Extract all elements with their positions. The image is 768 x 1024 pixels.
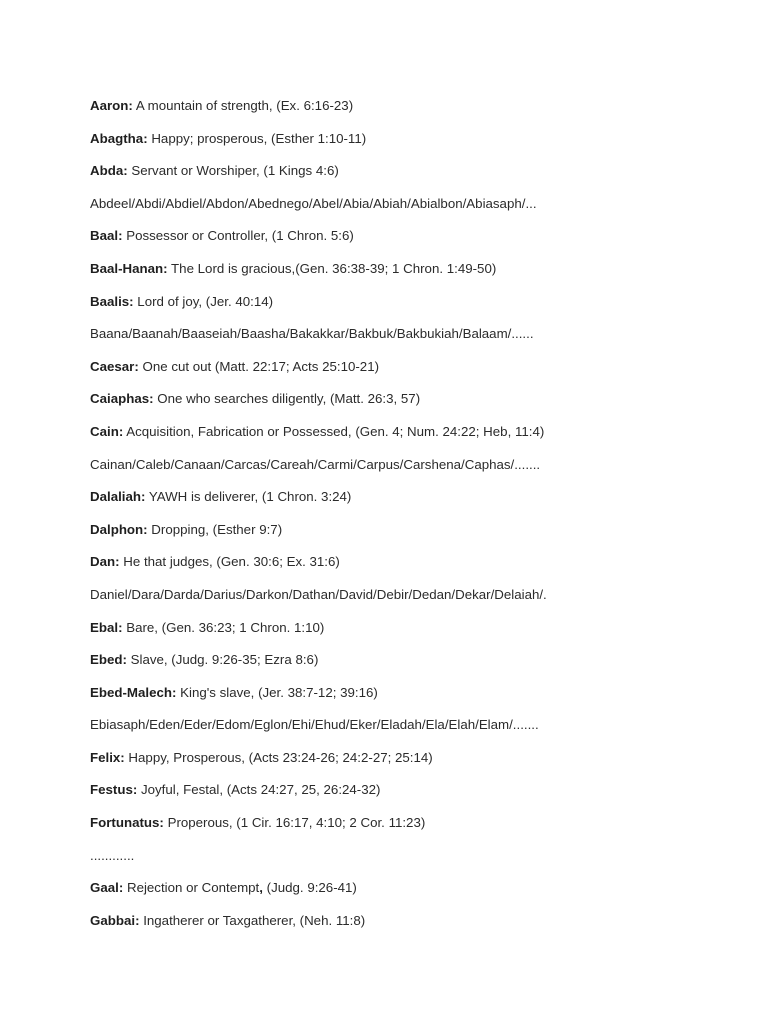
entry-term: Ebal: — [90, 619, 123, 635]
list-item — [90, 683, 750, 716]
list-item — [90, 422, 750, 455]
entry-term: Abda: — [90, 163, 128, 179]
entry-term: Ebed-Malech: — [90, 684, 177, 700]
entry-text: He that judges, (Gen. 30:6; Ex. 31:6) — [119, 554, 340, 570]
list-item — [90, 618, 750, 651]
entry-term: Felix: — [90, 749, 125, 765]
entry-term: Dalphon: — [90, 521, 148, 537]
list-item — [90, 129, 750, 162]
entry-text: The Lord is gracious,(Gen. 36:38-39; 1 Chron. 1:49-50) — [167, 260, 497, 276]
entry-term: Caesar: — [90, 358, 139, 374]
entry-text: Rejection or Contempt — [123, 880, 260, 896]
entry-text: Acquisition, Fabrication or Possessed, (Gen. 4; Num. 24:22; Heb, 11:4) — [123, 423, 545, 439]
entry-text: Servant or Worshiper, (1 Kings 4:6) — [127, 163, 339, 179]
entry-text: One cut out (Matt. 22:17; Acts 25:10-21) — [138, 358, 380, 374]
entry-text: YAWH is deliverer, (1 Chron. 3:24) — [145, 489, 352, 505]
list-item — [90, 520, 750, 553]
list-item — [90, 715, 750, 748]
entry-separator: , — [259, 880, 263, 896]
list-item — [90, 259, 750, 292]
list-item — [90, 552, 750, 585]
entry-text: Bare, (Gen. 36:23; 1 Chron. 1:10) — [122, 619, 325, 635]
list-item — [90, 194, 750, 227]
name-meaning-list — [90, 96, 750, 943]
entry-text: A mountain of strength, (Ex. 6:16-23) — [132, 98, 354, 113]
entry-text: Joyful, Festal, (Acts 24:27, 25, 26:24-32) — [137, 782, 381, 798]
entry-term: Fortunatus: — [90, 815, 164, 831]
list-item — [90, 911, 750, 944]
list-item — [90, 813, 750, 846]
entry-term: Festus: — [90, 782, 138, 798]
entry-text: Baana/Baanah/Baaseiah/Baasha/Bakakkar/Bakbuk/Bakbukiah/Balaam/...... — [90, 326, 534, 342]
list-item — [90, 878, 750, 911]
list-item — [90, 455, 750, 488]
entry-text: Dropping, (Esther 9:7) — [147, 521, 283, 537]
entry-text: Abdeel/Abdi/Abdiel/Abdon/Abednego/Abel/Abia/Abiah/Abialbon/Abiasaph/... — [90, 195, 537, 211]
list-item — [90, 487, 750, 520]
entry-reference: (Judg. 9:26-41) — [262, 880, 357, 896]
entry-text: Ingatherer or Taxgatherer, (Neh. 11:8) — [139, 912, 366, 928]
entry-text: Slave, (Judg. 9:26-35; Ezra 8:6) — [126, 652, 319, 668]
list-item — [90, 780, 750, 813]
entry-term: Aaron: — [90, 98, 133, 113]
list-item — [90, 292, 750, 325]
list-item — [90, 324, 750, 357]
entry-term: Abagtha: — [90, 130, 148, 146]
list-item — [90, 585, 750, 618]
entry-text: ............ — [90, 847, 135, 863]
entry-text: Cainan/Caleb/Canaan/Carcas/Careah/Carmi/Carpus/Carshena/Caphas/....... — [90, 456, 541, 472]
entry-text: King's slave, (Jer. 38:7-12; 39:16) — [176, 684, 378, 700]
list-item — [90, 748, 750, 781]
entry-term: Baal: — [90, 228, 123, 244]
list-item — [90, 650, 750, 683]
entry-text: Ebiasaph/Eden/Eder/Edom/Eglon/Ehi/Ehud/Eker/Eladah/Ela/Elah/Elam/....... — [90, 717, 539, 733]
entry-term: Caiaphas: — [90, 391, 154, 407]
entry-text: Lord of joy, (Jer. 40:14) — [133, 293, 274, 309]
list-item — [90, 357, 750, 390]
entry-term: Dalaliah: — [90, 489, 146, 505]
list-item — [90, 161, 750, 194]
list-item — [90, 226, 750, 259]
entry-text: One who searches diligently, (Matt. 26:3, 57) — [153, 391, 421, 407]
entry-term: Cain: — [90, 423, 124, 439]
entry-term: Baal-Hanan: — [90, 260, 168, 276]
entry-term: Dan: — [90, 554, 120, 570]
entry-term: Gaal: — [90, 880, 124, 896]
entry-term: Gabbai: — [90, 912, 140, 928]
entry-term: Baalis: — [90, 293, 134, 309]
entry-term: Ebed: — [90, 652, 127, 668]
list-item — [90, 846, 750, 879]
entry-text: Happy, Prosperous, (Acts 23:24-26; 24:2-27; 25:14) — [124, 749, 433, 765]
entry-text: Happy; prosperous, (Esther 1:10-11) — [147, 130, 367, 146]
entry-text: Daniel/Dara/Darda/Darius/Darkon/Dathan/David/Debir/Dedan/Dekar/Delaiah/. — [90, 586, 547, 602]
entry-text: Possessor or Controller, (1 Chron. 5:6) — [122, 228, 354, 244]
list-item — [90, 96, 750, 129]
list-item — [90, 389, 750, 422]
entry-text: Properous, (1 Cir. 16:17, 4:10; 2 Cor. 11:23) — [163, 815, 426, 831]
